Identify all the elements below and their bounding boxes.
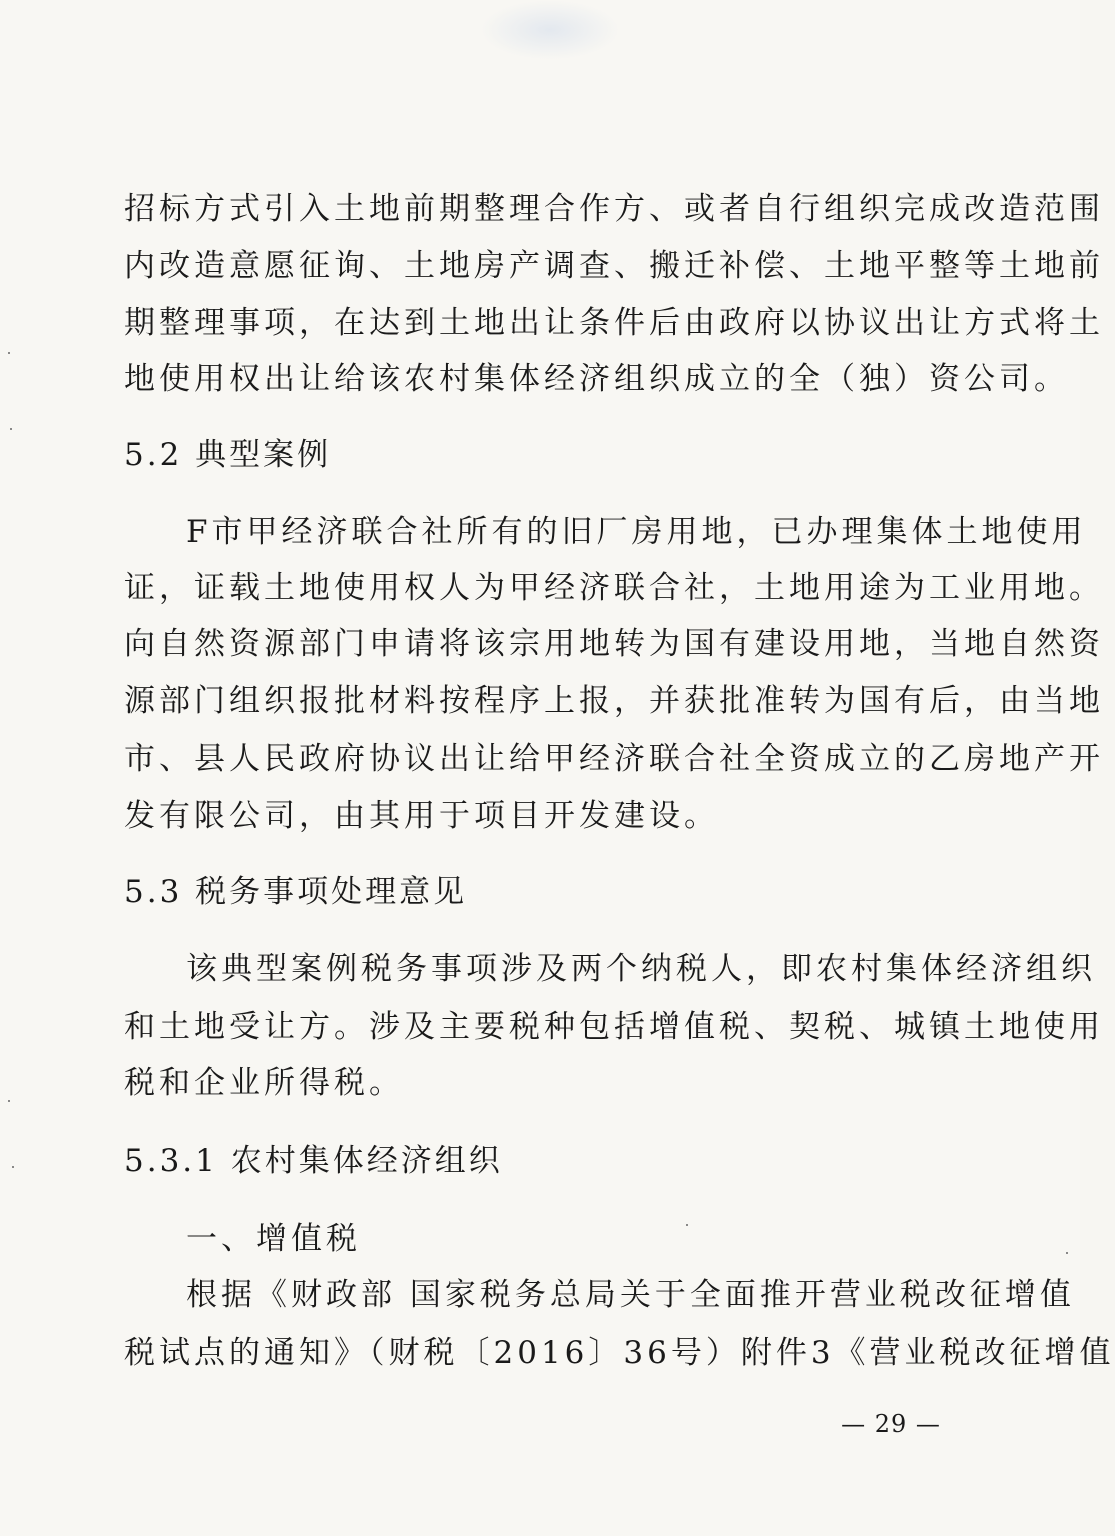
section-heading-5-2: 5.2 典型案例 <box>124 437 332 473</box>
scan-speck <box>10 428 12 430</box>
scan-speck <box>8 352 10 354</box>
paragraph-line: 招标方式引入土地前期整理合作方、或者自行组织完成改造范围 <box>124 191 1104 227</box>
paragraph-line: 期整理事项，在达到土地出让条件后由政府以协议出让方式将土 <box>124 305 1104 341</box>
section-heading-5-3: 5.3 税务事项处理意见 <box>124 874 468 910</box>
paragraph-line: 发有限公司，由其用于项目开发建设。 <box>124 798 719 834</box>
paragraph-line: F市甲经济联合社所有的旧厂房用地，已办理集体土地使用 <box>186 514 1087 550</box>
paragraph-line: 源部门组织报批材料按程序上报，并获批准转为国有后，由当地 <box>124 683 1104 719</box>
paragraph-line: 税试点的通知》（财税〔2016〕36号）附件3《营业税改征增值 <box>124 1335 1115 1371</box>
paragraph-line: 和土地受让方。涉及主要税种包括增值税、契税、城镇土地使用 <box>124 1009 1104 1045</box>
scan-shading <box>480 0 620 60</box>
subheading-vat: 一、增值税 <box>186 1221 361 1257</box>
section-heading-5-3-1: 5.3.1 农村集体经济组织 <box>124 1143 503 1179</box>
paragraph-line: 市、县人民政府协议出让给甲经济联合社全资成立的乙房地产开 <box>124 741 1104 777</box>
paragraph-line: 内改造意愿征询、土地房产调查、搬迁补偿、土地平整等土地前 <box>124 248 1104 284</box>
scan-speck <box>1066 1252 1068 1254</box>
paragraph-line: 根据《财政部 国家税务总局关于全面推开营业税改征增值 <box>186 1277 1075 1313</box>
paragraph-line: 向自然资源部门申请将该宗用地转为国有建设用地，当地自然资 <box>124 626 1104 662</box>
scan-speck <box>8 1100 10 1102</box>
paragraph-line: 税和企业所得税。 <box>124 1065 404 1101</box>
paragraph-line: 证，证载土地使用权人为甲经济联合社，土地用途为工业用地。 <box>124 570 1104 606</box>
scan-speck <box>12 1166 14 1168</box>
paragraph-line: 该典型案例税务事项涉及两个纳税人，即农村集体经济组织 <box>186 951 1096 987</box>
paragraph-line: 地使用权出让给该农村集体经济组织成立的全（独）资公司。 <box>124 361 1069 397</box>
page-number: — 29 — <box>841 1410 941 1438</box>
